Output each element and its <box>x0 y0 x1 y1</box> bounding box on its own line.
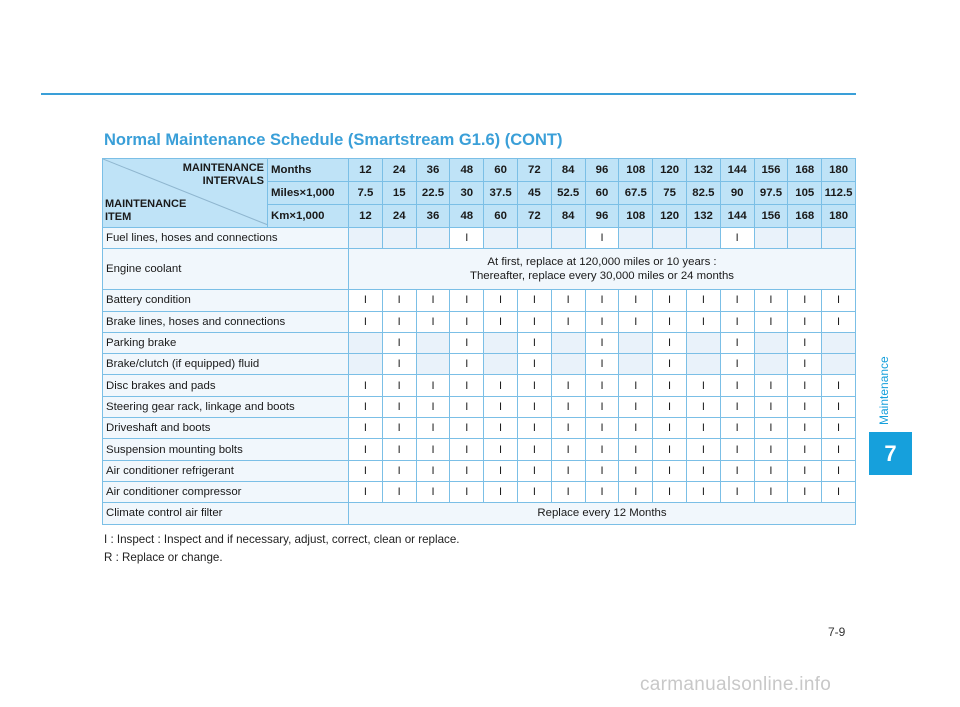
watermark: carmanualsonline.info <box>640 674 832 695</box>
empty-cell <box>788 228 822 249</box>
inspect-mark: I <box>450 460 484 481</box>
inspect-mark: I <box>585 396 619 417</box>
instruction-line: At first, replace at 120,000 miles or 10 years : <box>487 256 717 269</box>
inspect-mark: I <box>551 439 585 460</box>
interval-value: 45 <box>517 182 551 205</box>
inspect-mark: I <box>653 439 687 460</box>
empty-cell <box>822 354 856 375</box>
item-line-2: ITEM <box>105 211 132 223</box>
inspect-mark: I <box>551 311 585 332</box>
inspect-mark: I <box>653 418 687 439</box>
empty-cell <box>551 332 585 353</box>
inspect-mark: I <box>349 375 383 396</box>
empty-cell <box>686 354 720 375</box>
instruction-line: Thereafter, replace every 30,000 miles or 24 months <box>469 270 735 283</box>
inspect-mark: I <box>382 460 416 481</box>
interval-value: 72 <box>517 159 551 182</box>
inspect-mark: I <box>551 418 585 439</box>
inspect-mark: I <box>653 396 687 417</box>
inspect-mark: I <box>754 311 788 332</box>
item-line-1: MAINTENANCE <box>105 198 187 210</box>
inspect-mark: I <box>484 311 518 332</box>
inspect-mark: I <box>788 396 822 417</box>
inspect-mark: I <box>754 396 788 417</box>
inspect-mark: I <box>517 290 551 311</box>
empty-cell <box>822 332 856 353</box>
inspect-mark: I <box>686 311 720 332</box>
interval-value: 120 <box>653 205 687 228</box>
interval-value: 52.5 <box>551 182 585 205</box>
interval-value: 90 <box>720 182 754 205</box>
interval-value: 24 <box>382 205 416 228</box>
empty-cell <box>551 228 585 249</box>
inspect-mark: I <box>517 375 551 396</box>
inspect-mark: I <box>720 439 754 460</box>
inspect-mark: I <box>754 375 788 396</box>
interval-value: 60 <box>484 159 518 182</box>
corner-header-cell <box>103 159 268 228</box>
table-row <box>103 439 856 460</box>
legend-note-replace: R : Replace or change. <box>104 551 223 564</box>
interval-value: 132 <box>686 205 720 228</box>
inspect-mark: I <box>788 375 822 396</box>
interval-row-label: Months <box>268 159 349 182</box>
inspect-mark: I <box>585 418 619 439</box>
inspect-mark: I <box>686 460 720 481</box>
inspect-mark: I <box>349 481 383 502</box>
inspect-mark: I <box>653 290 687 311</box>
inspect-mark: I <box>822 439 856 460</box>
interval-value: 105 <box>788 182 822 205</box>
inspect-mark: I <box>450 290 484 311</box>
empty-cell <box>653 228 687 249</box>
span-instruction-cell <box>349 503 856 524</box>
inspect-mark: I <box>788 418 822 439</box>
interval-row-label: Miles×1,000 <box>268 182 349 205</box>
inspect-mark: I <box>382 311 416 332</box>
inspect-mark: I <box>416 290 450 311</box>
table-row <box>103 418 856 439</box>
inspect-mark: I <box>822 396 856 417</box>
interval-value: 112.5 <box>822 182 856 205</box>
interval-value: 180 <box>822 159 856 182</box>
span-instruction-cell <box>349 249 856 290</box>
maintenance-item-name: Disc brakes and pads <box>103 375 349 396</box>
inspect-mark: I <box>686 481 720 502</box>
inspect-mark: I <box>585 228 619 249</box>
inspect-mark: I <box>349 418 383 439</box>
inspect-mark: I <box>416 396 450 417</box>
inspect-mark: I <box>517 460 551 481</box>
inspect-mark: I <box>585 460 619 481</box>
inspect-mark: I <box>416 460 450 481</box>
inspect-mark: I <box>619 481 653 502</box>
corner-item-label <box>105 198 186 224</box>
table-row <box>103 311 856 332</box>
inspect-mark: I <box>585 290 619 311</box>
inspect-mark: I <box>720 354 754 375</box>
inspect-mark: I <box>484 460 518 481</box>
inspect-mark: I <box>822 481 856 502</box>
empty-cell <box>517 228 551 249</box>
inspect-mark: I <box>822 375 856 396</box>
page-title: Normal Maintenance Schedule (Smartstream G1.6) (CONT) <box>104 131 563 149</box>
inspect-mark: I <box>686 396 720 417</box>
inspect-mark: I <box>382 290 416 311</box>
inspect-mark: I <box>450 396 484 417</box>
empty-cell <box>416 228 450 249</box>
inspect-mark: I <box>720 418 754 439</box>
empty-cell <box>416 332 450 353</box>
interval-value: 7.5 <box>349 182 383 205</box>
empty-cell <box>484 332 518 353</box>
corner-intervals-label <box>183 162 264 188</box>
inspect-mark: I <box>585 311 619 332</box>
empty-cell <box>754 332 788 353</box>
page-number: 7-9 <box>828 625 846 639</box>
empty-cell <box>754 228 788 249</box>
inspect-mark: I <box>788 290 822 311</box>
interval-value: 30 <box>450 182 484 205</box>
interval-value: 75 <box>653 182 687 205</box>
inspect-mark: I <box>720 481 754 502</box>
interval-value: 72 <box>517 205 551 228</box>
inspect-mark: I <box>619 460 653 481</box>
inspect-mark: I <box>517 332 551 353</box>
inspect-mark: I <box>382 481 416 502</box>
inspect-mark: I <box>382 332 416 353</box>
maintenance-schedule-table <box>102 158 856 525</box>
table-row <box>103 460 856 481</box>
inspect-mark: I <box>450 481 484 502</box>
inspect-mark: I <box>484 481 518 502</box>
maintenance-item-name: Parking brake <box>103 332 349 353</box>
inspect-mark: I <box>551 460 585 481</box>
table-row <box>103 290 856 311</box>
interval-value: 168 <box>788 159 822 182</box>
top-rule <box>41 93 856 95</box>
interval-value: 15 <box>382 182 416 205</box>
inspect-mark: I <box>754 418 788 439</box>
inspect-mark: I <box>517 354 551 375</box>
interval-value: 82.5 <box>686 182 720 205</box>
empty-cell <box>686 332 720 353</box>
inspect-mark: I <box>349 290 383 311</box>
inspect-mark: I <box>788 354 822 375</box>
inspect-mark: I <box>720 290 754 311</box>
inspect-mark: I <box>484 375 518 396</box>
maintenance-item-name: Steering gear rack, linkage and boots <box>103 396 349 417</box>
inspect-mark: I <box>653 481 687 502</box>
inspect-mark: I <box>822 311 856 332</box>
inspect-mark: I <box>720 375 754 396</box>
legend-note-inspect: I : Inspect : Inspect and if necessary, adjust, correct, clean or replace. <box>104 533 460 546</box>
inspect-mark: I <box>517 311 551 332</box>
interval-value: 60 <box>585 182 619 205</box>
empty-cell <box>484 228 518 249</box>
inspect-mark: I <box>788 439 822 460</box>
inspect-mark: I <box>551 396 585 417</box>
inspect-mark: I <box>686 290 720 311</box>
inspect-mark: I <box>416 439 450 460</box>
inspect-mark: I <box>619 375 653 396</box>
inspect-mark: I <box>585 481 619 502</box>
interval-value: 156 <box>754 159 788 182</box>
maintenance-item-name: Brake/clutch (if equipped) fluid <box>103 354 349 375</box>
empty-cell <box>349 332 383 353</box>
interval-value: 180 <box>822 205 856 228</box>
inspect-mark: I <box>349 311 383 332</box>
interval-value: 144 <box>720 159 754 182</box>
inspect-mark: I <box>720 460 754 481</box>
inspect-mark: I <box>653 311 687 332</box>
interval-value: 36 <box>416 205 450 228</box>
inspect-mark: I <box>450 311 484 332</box>
interval-value: 84 <box>551 159 585 182</box>
inspect-mark: I <box>416 311 450 332</box>
inspect-mark: I <box>382 418 416 439</box>
inspect-mark: I <box>788 460 822 481</box>
maintenance-item-name: Air conditioner compressor <box>103 481 349 502</box>
table-row <box>103 396 856 417</box>
inspect-mark: I <box>754 460 788 481</box>
inspect-mark: I <box>585 439 619 460</box>
inspect-mark: I <box>822 290 856 311</box>
inspect-mark: I <box>585 375 619 396</box>
inspect-mark: I <box>619 396 653 417</box>
interval-value: 48 <box>450 205 484 228</box>
inspect-mark: I <box>450 439 484 460</box>
inspect-mark: I <box>619 418 653 439</box>
chapter-tab: 7 <box>869 432 912 475</box>
interval-value: 96 <box>585 205 619 228</box>
inspect-mark: I <box>450 332 484 353</box>
inspect-mark: I <box>686 418 720 439</box>
inspect-mark: I <box>484 290 518 311</box>
inspect-mark: I <box>551 290 585 311</box>
inspect-mark: I <box>484 396 518 417</box>
interval-row-label: Km×1,000 <box>268 205 349 228</box>
interval-value: 108 <box>619 205 653 228</box>
instruction-line: Replace every 12 Months <box>537 507 667 520</box>
table-row <box>103 503 856 524</box>
intervals-line-2: INTERVALS <box>202 175 264 187</box>
inspect-mark: I <box>416 481 450 502</box>
inspect-mark: I <box>382 375 416 396</box>
inspect-mark: I <box>653 460 687 481</box>
inspect-mark: I <box>450 228 484 249</box>
interval-value: 156 <box>754 205 788 228</box>
inspect-mark: I <box>517 418 551 439</box>
inspect-mark: I <box>416 418 450 439</box>
interval-value: 120 <box>653 159 687 182</box>
inspect-mark: I <box>653 375 687 396</box>
table-row <box>103 354 856 375</box>
inspect-mark: I <box>754 439 788 460</box>
maintenance-item-name: Fuel lines, hoses and connections <box>103 228 349 249</box>
empty-cell <box>619 228 653 249</box>
interval-value: 22.5 <box>416 182 450 205</box>
maintenance-item-name: Engine coolant <box>103 249 349 290</box>
empty-cell <box>349 354 383 375</box>
maintenance-item-name: Driveshaft and boots <box>103 418 349 439</box>
inspect-mark: I <box>653 354 687 375</box>
inspect-mark: I <box>484 418 518 439</box>
inspect-mark: I <box>720 311 754 332</box>
maintenance-item-name: Air conditioner refrigerant <box>103 460 349 481</box>
inspect-mark: I <box>349 439 383 460</box>
empty-cell <box>754 354 788 375</box>
inspect-mark: I <box>822 418 856 439</box>
empty-cell <box>551 354 585 375</box>
inspect-mark: I <box>450 354 484 375</box>
inspect-mark: I <box>349 396 383 417</box>
maintenance-item-name: Suspension mounting bolts <box>103 439 349 460</box>
interval-value: 37.5 <box>484 182 518 205</box>
inspect-mark: I <box>484 439 518 460</box>
interval-value: 48 <box>450 159 484 182</box>
table-row <box>103 228 856 249</box>
table-row <box>103 481 856 502</box>
inspect-mark: I <box>450 418 484 439</box>
table-row <box>103 249 856 290</box>
maintenance-item-name: Brake lines, hoses and connections <box>103 311 349 332</box>
inspect-mark: I <box>416 375 450 396</box>
empty-cell <box>416 354 450 375</box>
interval-value: 60 <box>484 205 518 228</box>
inspect-mark: I <box>585 354 619 375</box>
inspect-mark: I <box>788 332 822 353</box>
inspect-mark: I <box>754 290 788 311</box>
inspect-mark: I <box>517 439 551 460</box>
inspect-mark: I <box>382 439 416 460</box>
inspect-mark: I <box>551 375 585 396</box>
inspect-mark: I <box>822 460 856 481</box>
table-row <box>103 332 856 353</box>
interval-value: 24 <box>382 159 416 182</box>
maintenance-item-name: Battery condition <box>103 290 349 311</box>
header-row <box>103 159 856 182</box>
interval-value: 144 <box>720 205 754 228</box>
empty-cell <box>619 332 653 353</box>
inspect-mark: I <box>788 481 822 502</box>
empty-cell <box>382 228 416 249</box>
inspect-mark: I <box>382 354 416 375</box>
inspect-mark: I <box>653 332 687 353</box>
interval-value: 132 <box>686 159 720 182</box>
inspect-mark: I <box>720 228 754 249</box>
inspect-mark: I <box>686 375 720 396</box>
interval-value: 36 <box>416 159 450 182</box>
intervals-line-1: MAINTENANCE <box>182 162 264 174</box>
empty-cell <box>619 354 653 375</box>
empty-cell <box>686 228 720 249</box>
table-row <box>103 375 856 396</box>
inspect-mark: I <box>349 460 383 481</box>
inspect-mark: I <box>450 375 484 396</box>
empty-cell <box>822 228 856 249</box>
interval-value: 84 <box>551 205 585 228</box>
empty-cell <box>484 354 518 375</box>
interval-value: 67.5 <box>619 182 653 205</box>
interval-value: 12 <box>349 205 383 228</box>
inspect-mark: I <box>382 396 416 417</box>
inspect-mark: I <box>686 439 720 460</box>
side-section-label: Maintenance <box>877 356 891 425</box>
interval-value: 96 <box>585 159 619 182</box>
interval-value: 97.5 <box>754 182 788 205</box>
interval-value: 108 <box>619 159 653 182</box>
inspect-mark: I <box>754 481 788 502</box>
inspect-mark: I <box>619 290 653 311</box>
interval-value: 12 <box>349 159 383 182</box>
inspect-mark: I <box>551 481 585 502</box>
inspect-mark: I <box>788 311 822 332</box>
interval-value: 168 <box>788 205 822 228</box>
inspect-mark: I <box>619 311 653 332</box>
inspect-mark: I <box>720 332 754 353</box>
inspect-mark: I <box>585 332 619 353</box>
inspect-mark: I <box>619 439 653 460</box>
maintenance-item-name: Climate control air filter <box>103 503 349 524</box>
inspect-mark: I <box>517 481 551 502</box>
empty-cell <box>349 228 383 249</box>
inspect-mark: I <box>720 396 754 417</box>
inspect-mark: I <box>517 396 551 417</box>
